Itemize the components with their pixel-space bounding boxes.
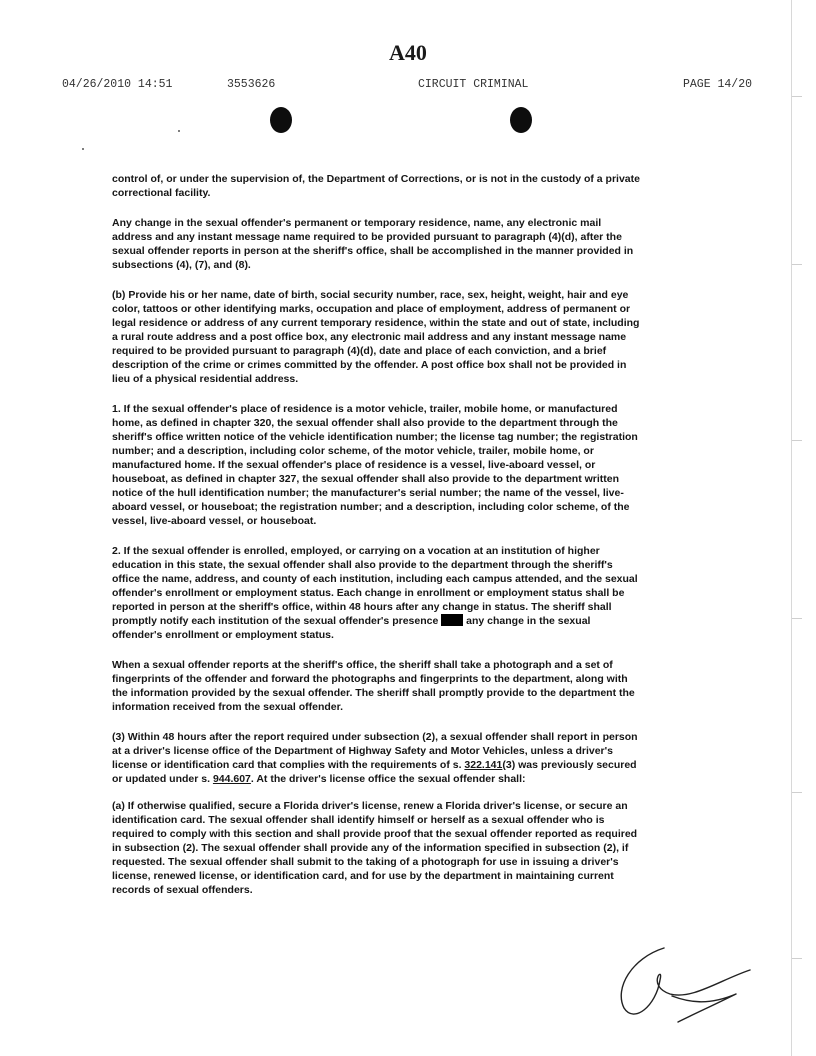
paragraph-a-drivers-license: (a) If otherwise qualified, secure a Florida driver's license, renew a Florida driver's license, or secure an identification card. The sexual offender shall identify himself or herself as a sexual offender who is required to comply with this section and shall provide proof that the sexual offender reported as required in subsection (2). The sexual offender shall provide any of the information specified in subsection (2), if requested. The sexual offender shall submit to the taking of a photograph for use in issuing a driver's license, renewed license, or identification card, and for use by the department in maintaining current records of sexual offenders. (112, 800, 638, 896)
fax-page-number: PAGE 14/20 (682, 78, 752, 91)
scan-margin-line (791, 0, 792, 1056)
statute-link-944-607[interactable]: 944.607 (212, 773, 251, 785)
paragraph-b-provide-information: (b) Provide his or her name, date of birth, social security number, race, sex, height, weight, hair and eye color, tattoos or other identifying marks, occupation and place of employment, address of permanent or legal residence or address of any current temporary residence, within the state and out of state, including a rural route address and a post office box, any electronic mail address and any instant message name required to be provided pursuant to paragraph (4)(d), date and place of each conviction, and a brief description of the crime or crimes committed by the offender. A post office box shall not be provided in lieu of a physical residential address. (112, 289, 640, 385)
paragraph-2-text-before: 2. If the sexual offender is enrolled, employed, or carrying on a vocation at an institution of higher education in this state, the sexual offender shall also provide to the department through the sheriff's office the name, address, and county of each institution, including each campus attended, and the sexual offender's enrollment or employment status. Each change in enrollment or employment status shall be reported in person at the sheriff's office, within 48 hours after any change in status. The sheriff shall promptly notify each institution of the sexual offender's presence (112, 545, 638, 627)
scan-speck (178, 130, 180, 132)
paragraph-2-text-after: any change in the sexual offender's enrollment or employment status. (112, 615, 591, 641)
punch-hole-left (270, 107, 292, 133)
handwritten-signature (612, 940, 762, 1030)
paragraph-custody-continuation: control of, or under the supervision of, the Department of Corrections, or is not in the custody of a private correctional facility. (112, 173, 640, 199)
scan-margin-tick (792, 96, 802, 97)
paragraph-2-higher-education (112, 544, 642, 642)
paragraph-3-text-part1: (3) Within 48 hours after the report required under subsection (2), a sexual offender shall report in person at a driver's license office of the Department of Highway Safety and Motor Vehicles, unless a driver's license or identification card that complies with the requirements of s. (112, 731, 638, 771)
scan-speck (82, 148, 84, 150)
statute-text (112, 172, 642, 913)
scan-margin-tick (792, 618, 802, 619)
page-identifier: A40 (389, 40, 427, 65)
fax-header (62, 78, 752, 94)
paragraph-1-vehicle-residence: 1. If the sexual offender's place of residence is a motor vehicle, trailer, mobile home, or manufactured home, as defined in chapter 320, the sexual offender shall also provide to the department through the sheriff's office written notice of the vehicle identification number; the license tag number; the registration number; and a description, including color scheme, of the motor vehicle, trailer, mobile home, or manufactured home. If the sexual offender's place of residence is a vessel, live-aboard vessel, or houseboat, as defined in chapter 327, the sexual offender shall also provide to the department written notice of the hull identification number; the manufacturer's serial number; the name of the vessel, live-aboard vessel, or houseboat; the registration number; and a description, including color scheme, of the vessel, live-aboard vessel, or houseboat. (112, 403, 638, 527)
paragraph-3-text-part3: . At the driver's license office the sexual offender shall: (250, 773, 526, 785)
punch-hole-right (510, 107, 532, 133)
fax-date-time: 04/26/2010 14:51 (62, 78, 173, 91)
fax-department: CIRCUIT CRIMINAL (418, 78, 529, 91)
fax-number: 3553626 (227, 78, 276, 91)
redaction-block (441, 614, 463, 626)
scan-margin-tick (792, 958, 802, 959)
scan-margin-tick (792, 264, 802, 265)
paragraph-3-text-part2: (3) was previously secured or updated under s. (112, 759, 637, 785)
statute-link-322-141[interactable]: 322.141 (464, 759, 503, 771)
scan-margin-tick (792, 792, 802, 793)
scan-margin-tick (792, 440, 802, 441)
paragraph-sheriff-photograph: When a sexual offender reports at the sheriff's office, the sheriff shall take a photograph and a set of fingerprints of the offender and forward the photographs and fingerprints to the department, along with the information provided by the sexual offender. The sheriff shall promptly provide to the department the information received from the sexual offender. (112, 659, 635, 713)
paragraph-change-of-residence: Any change in the sexual offender's permanent or temporary residence, name, any electronic mail address and any instant message name required to be provided pursuant to paragraph (4)(d), after the sexual offender reports in person at the sheriff's office, shall be accomplished in the manner provided in subsections (4), (7), and (8). (112, 217, 634, 271)
paragraph-3-drivers-license-office (112, 730, 642, 786)
